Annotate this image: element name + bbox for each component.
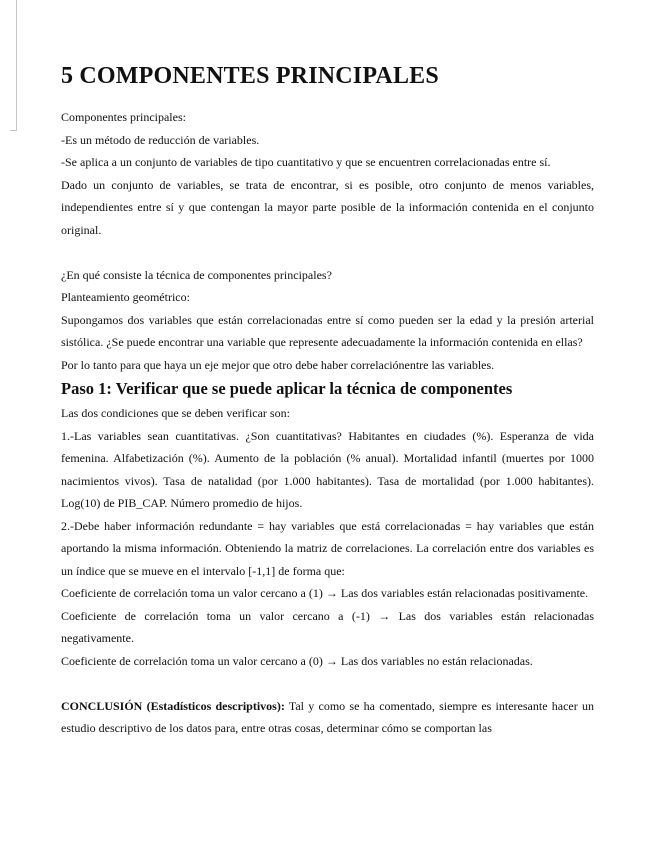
conclusion-label: CONCLUSIÓN (Estadísticos descriptivos):	[61, 698, 285, 713]
condition-2: 2.-Debe haber información redundante = hay variables que está correlacionadas = hay variables que están aportando la misma información. Obteniendo la matriz de correlaciones. La correlación entre dos variables es un índice que se mueve en el intervalo [-1,1] de forma que:	[61, 518, 594, 578]
question-line: ¿En qué consiste la técnica de componentes principales?	[61, 267, 332, 282]
page-margin-marker	[10, 0, 17, 131]
spacer	[61, 241, 594, 264]
intro-line-1: Componentes principales:	[61, 110, 186, 124]
conclusion-text: Tal y como se ha comentado, siempre es interesante hacer un estudio descriptivo de los datos para, entre otras cosas, determinar cómo se comportan las	[61, 698, 594, 735]
intro-paragraph: Dado un conjunto de variables, se trata de encontrar, si es posible, otro conjunto de menos variables, independientes entre sí y que contengan la mayor parte posible de la información contenida en el conjunto original.	[61, 177, 594, 237]
intro-line-2: -Es un método de reducción de variables.	[61, 132, 260, 147]
axis-note: Por lo tanto para que haya un eje mejor que otro debe haber correlaciónentre las variables.	[61, 357, 495, 372]
coef-positive: Coeficiente de correlación toma un valor cercano a (1) → Las dos variables están relacionadas positivamente.	[61, 586, 589, 600]
conclusion-paragraph	[61, 695, 594, 740]
document-page	[61, 58, 594, 740]
geometric-paragraph: Supongamos dos variables que están correlacionadas entre sí como pueden ser la edad y la presión arterial sistólica. ¿Se puede encontrar una variable que represente adecuadamente la información contenida en ellas?	[61, 312, 594, 349]
step1-heading: Paso 1: Verificar que se puede aplicar la técnica de componentes	[61, 379, 513, 398]
condition-1: 1.-Las variables sean cuantitativas. ¿Son cuantitativas? Habitantes en ciudades (%). Esperanza de vida femenina. Alfabetización (%). Aumento de la población (% anual). Mortalidad infantil (muertes por 1000 nacimientos vivos). Tasa de natalidad (por 1.000 habitantes). Tasa de mortalidad (por 1.000 habitantes). Log(10) de PIB_CAP. Número promedio de hijos.	[61, 428, 594, 510]
spacer	[61, 672, 594, 695]
coef-zero: Coeficiente de correlación toma un valor cercano a (0) → Las dos variables no están relacionadas.	[61, 653, 533, 668]
geometric-heading: Planteamiento geométrico:	[61, 290, 190, 304]
intro-line-3: -Se aplica a un conjunto de variables de tipo cuantitativo y que se encuentren correlacionadas entre sí.	[61, 155, 551, 169]
page-title: 5 COMPONENTES PRINCIPALES	[61, 63, 439, 89]
coef-negative: Coeficiente de correlación toma un valor cercano a (-1) → Las dos variables están relacionadas negativamente.	[61, 608, 594, 645]
conditions-intro: Las dos condiciones que se deben verificar son:	[61, 406, 290, 420]
